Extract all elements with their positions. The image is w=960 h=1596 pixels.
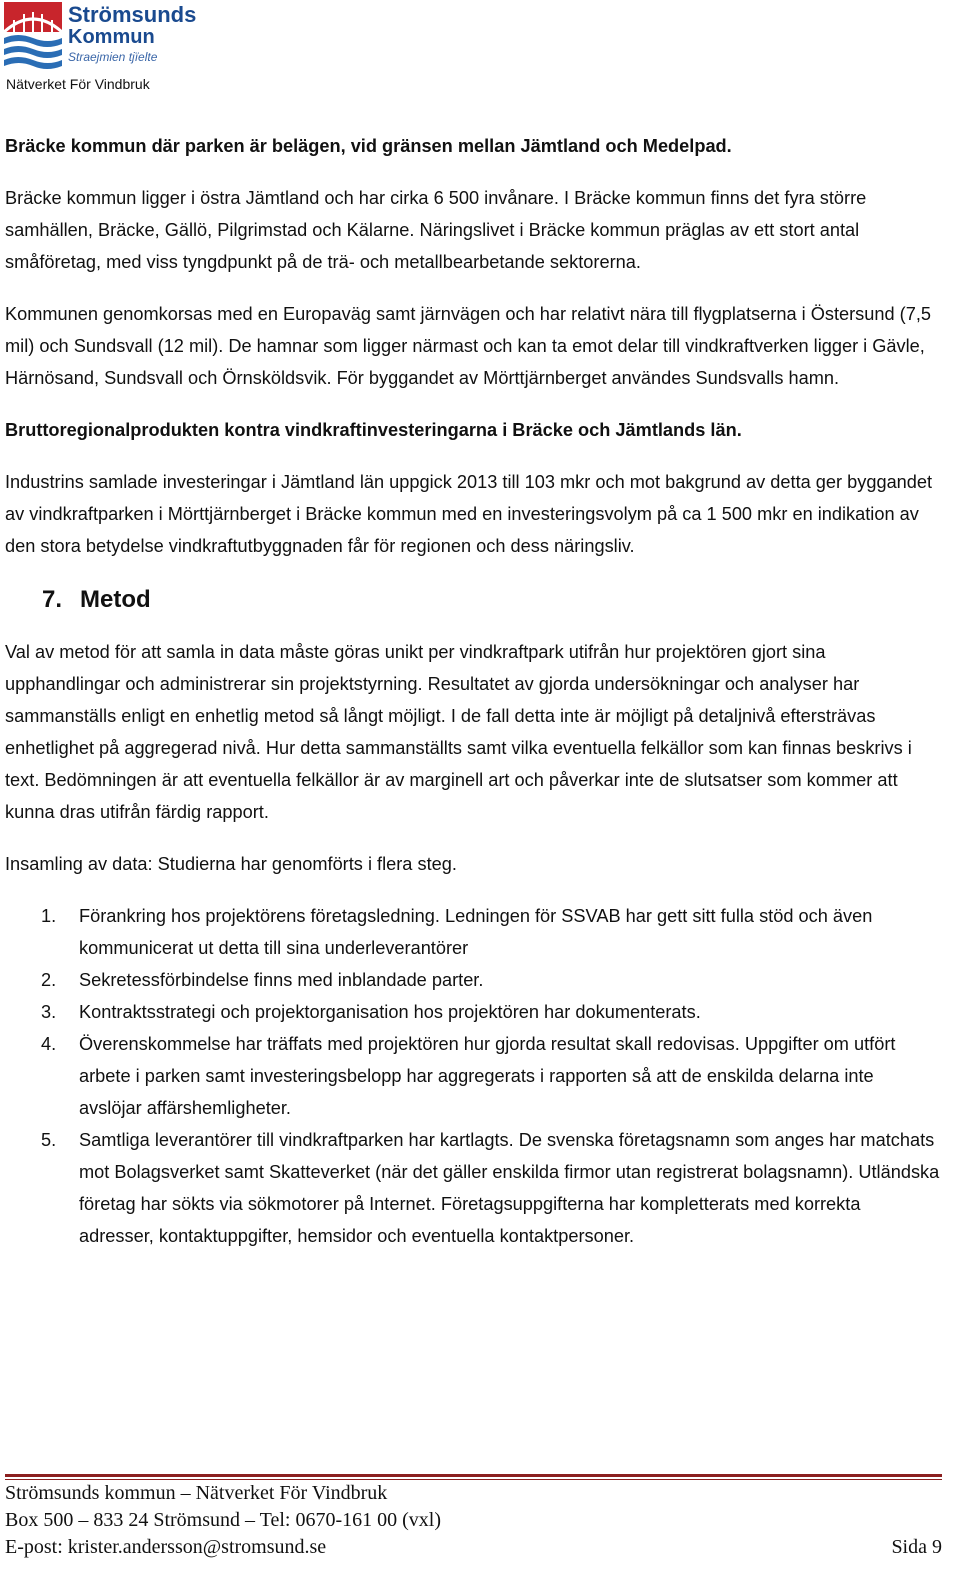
footer-email: E-post: krister.andersson@stromsund.se [5,1536,327,1558]
footer-line-email-row [5,1534,942,1561]
logo-text-line3: Straejmien tjïelte [68,50,158,64]
list-item-number: 4. [41,1034,57,1054]
section-heading-metod [5,582,940,618]
subheading-brp: Bruttoregionalprodukten kontra vindkraftinvesteringarna i Bräcke och Jämtlands län. [5,420,742,440]
paragraph-transport: Kommunen genomkorsas med en Europaväg samt järnvägen och har relativt nära till flygplatserna i Östersund (7,5 mil) och Sundsvall (12 mil). De hamnar som ligger närmast och kan ta emot delar till vindkraftverken ligger i Gävle, Härnösand, Sundsvall och Örnsköldsvik. För byggandet av Mörttjärnberget användes Sundsvalls hamn. [5,304,932,388]
footer-line-address: Box 500 – 833 24 Strömsund – Tel: 0670-161 00 (vxl) [5,1509,442,1531]
list-item-text: Kontraktsstrategi och projektorganisation hos projektören har dokumenterats. [79,1002,701,1022]
page-number: Sida 9 [891,1536,942,1558]
list-item [5,1124,940,1252]
list-item-number: 5. [41,1130,57,1150]
section-number: 7. [42,586,63,613]
intro-heading: Bräcke kommun där parken är belägen, vid gränsen mellan Jämtland och Medelpad. [5,136,732,156]
list-item-number: 3. [41,1002,57,1022]
header-subtitle: Nätverket För Vindbruk [6,76,150,92]
list-item-text: Förankring hos projektörens företagsledning. Ledningen för SSVAB har gett sitt fulla stöd och även kommunicerat ut detta till sina underleverantörer [79,906,873,958]
municipality-logo [4,0,304,95]
footer-rule [5,1474,942,1477]
list-item-text: Sekretessförbindelse finns med inblandade parter. [79,970,484,990]
list-item-text: Överenskommelse har träffats med projektören hur gjorda resultat skall redovisas. Uppgifter om utfört arbete i parken samt investeringsbelopp har aggregerats i rapporten så att de enskilda delarna inte avslöjar affärshemligheter. [79,1034,896,1118]
logo-text-line2: Kommun [68,26,155,48]
logo-text-line1: Strömsunds [68,2,197,27]
paragraph-data-collection: Insamling av data: Studierna har genomförts i flera steg. [5,854,457,874]
footer-line-organisation: Strömsunds kommun – Nätverket För Vindbruk [5,1482,388,1504]
list-item [5,996,940,1028]
paragraph-investment: Industrins samlade investeringar i Jämtland län uppgick 2013 till 103 mkr och mot bakgrund av detta ger byggandet av vindkraftparken i Mörttjärnberget i Bräcke kommun med en investeringsvolym på ca 1 500 mkr en indikation av den stora betydelse vindkraftutbyggnaden får för regionen och dess näringsliv. [5,472,933,556]
section-title: Metod [80,586,151,613]
list-item [5,1028,940,1124]
bridge-logo-icon [4,2,62,74]
steps-list [5,900,940,1252]
list-item [5,900,940,964]
page-footer [5,1474,942,1561]
list-item-number: 1. [41,906,57,926]
list-item-text: Samtliga leverantörer till vindkraftparken har kartlagts. De svenska företagsnamn som anges har matchats mot Bolagsverket samt Skatteverket (när det gäller enskilda firmor utan registrerat bolagsnamn). Utländska företag har sökts via sökmotorer på Internet. Företagsuppgifterna har kompletterats med korrekta adresser, kontaktuppgifter, hemsidor och eventuella kontaktpersoner. [79,1130,940,1246]
paragraph-method: Val av metod för att samla in data måste göras unikt per vindkraftpark utifrån hur projektören gjort sina upphandlingar och administrerar sin projektstyrning. Resultatet av gjorda undersökningar och analyser har sammanställs enligt en enhetlig metod så långt möjligt. I de fall detta inte är möjligt på detaljnivå eftersträvas enhetlighet på aggregerad nivå. Hur detta sammanställts samt vilka eventuella felkällor som kan finnas beskrivs i text. Bedömningen är att eventuella felkällor är av marginell art och påverkar inte de slutsatser som kommer att kunna dras utifrån färdig rapport. [5,642,912,822]
document-body [5,130,940,1252]
list-item [5,964,940,996]
list-item-number: 2. [41,970,57,990]
paragraph-population: Bräcke kommun ligger i östra Jämtland och har cirka 6 500 invånare. I Bräcke kommun finns det fyra större samhällen, Bräcke, Gällö, Pilgrimstad och Kälarne. Näringslivet i Bräcke kommun präglas av ett stort antal småföretag, med viss tyngdpunkt på de trä- och metallbearbetande sektorerna. [5,188,867,272]
